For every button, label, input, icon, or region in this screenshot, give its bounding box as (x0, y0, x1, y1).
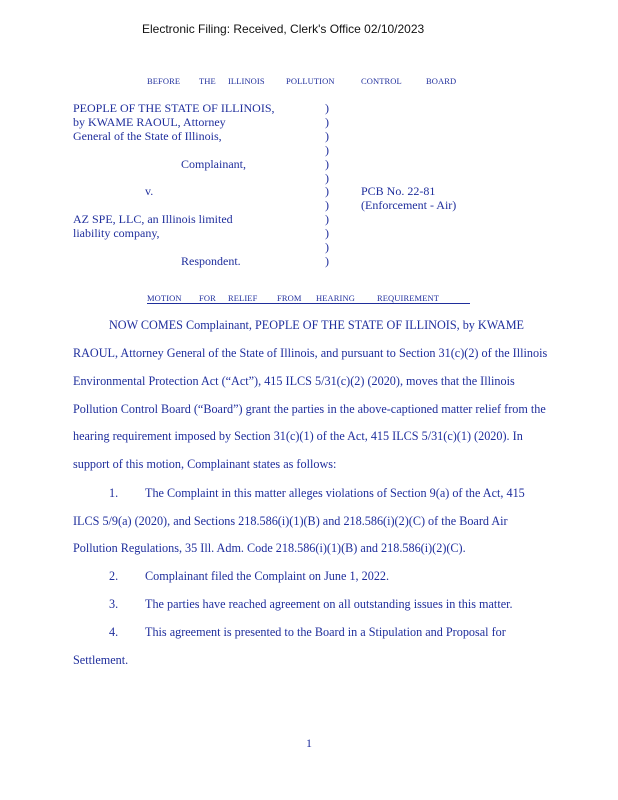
item-number: 2. (109, 569, 119, 583)
board-heading-word: THE (199, 76, 216, 86)
motion-title-word: HEARING (316, 293, 355, 303)
defendant-line: liability company, (73, 226, 160, 240)
page-number: 1 (306, 736, 312, 750)
paragraph-line: NOW COMES Complainant, PEOPLE OF THE STATE OF ILLINOIS, by KWAME (109, 318, 524, 332)
caption-paren: ) (325, 101, 329, 115)
caption-paren: ) (325, 143, 329, 157)
plaintiff-line: PEOPLE OF THE STATE OF ILLINOIS, (73, 101, 275, 115)
plaintiff-line: by KWAME RAOUL, Attorney (73, 115, 226, 129)
filing-stamp: Electronic Filing: Received, Clerk's Office 02/10/2023 (142, 22, 425, 36)
board-heading-word: POLLUTION (286, 76, 335, 86)
paragraph-line: support of this motion, Complainant states as follows: (73, 457, 337, 471)
caption-paren: ) (325, 212, 329, 226)
item-number: 1. (109, 486, 119, 500)
title-underline (147, 303, 470, 304)
caption-paren: ) (325, 171, 329, 185)
board-heading-word: BOARD (426, 76, 457, 86)
caption-paren: ) (325, 254, 329, 268)
motion-title-word: RELIEF (228, 293, 258, 303)
paragraph-line: RAOUL, Attorney General of the State of Illinois, and pursuant to Section 31(c)(2) of the Illinois (73, 346, 548, 360)
item-line: Complainant filed the Complaint on June 1, 2022. (145, 569, 390, 583)
caption-paren: ) (325, 115, 329, 129)
caption-paren: ) (325, 240, 329, 254)
complainant-label: Complainant, (181, 157, 246, 171)
plaintiff-line: General of the State of Illinois, (73, 129, 222, 143)
item-line: The parties have reached agreement on all outstanding issues in this matter. (145, 597, 513, 611)
paragraph-line: Pollution Control Board (“Board”) grant the parties in the above-captioned matter relief from the (73, 402, 546, 416)
paragraph-line: Environmental Protection Act (“Act”), 415 ILCS 5/31(c)(2) (2020), moves that the Illinois (73, 374, 515, 388)
item-line: Settlement. (73, 653, 129, 667)
motion-title-word: FROM (277, 293, 302, 303)
item-number: 4. (109, 625, 119, 639)
caption-paren: ) (325, 226, 329, 240)
caption-paren: ) (325, 198, 329, 212)
case-number: PCB No. 22-81 (361, 184, 436, 198)
caption-paren: ) (325, 129, 329, 143)
board-heading-word: ILLINOIS (228, 76, 265, 86)
respondent-label: Respondent. (181, 254, 241, 268)
motion-title-word: MOTION (147, 293, 182, 303)
item-number: 3. (109, 597, 119, 611)
case-type: (Enforcement - Air) (361, 198, 457, 212)
item-line: This agreement is presented to the Board in a Stipulation and Proposal for (145, 625, 506, 639)
item-line: The Complaint in this matter alleges violations of Section 9(a) of the Act, 415 (145, 486, 525, 500)
motion-title-word: FOR (199, 293, 216, 303)
motion-title-word: REQUIREMENT (377, 293, 440, 303)
versus-label: v. (145, 184, 154, 198)
caption-paren: ) (325, 157, 329, 171)
paragraph-line: hearing requirement imposed by Section 31(c)(1) of the Act, 415 ILCS 5/31(c)(1) (2020). In (73, 429, 523, 443)
caption-paren: ) (325, 184, 329, 198)
item-line: Pollution Regulations, 35 Ill. Adm. Code 218.586(i)(1)(B) and 218.586(i)(2)(C). (73, 541, 466, 555)
defendant-line: AZ SPE, LLC, an Illinois limited (73, 212, 233, 226)
item-line: ILCS 5/9(a) (2020), and Sections 218.586(i)(1)(B) and 218.586(i)(2)(C) of the Board Air (73, 514, 508, 528)
board-heading-word: BEFORE (147, 76, 181, 86)
board-heading-word: CONTROL (361, 76, 402, 86)
